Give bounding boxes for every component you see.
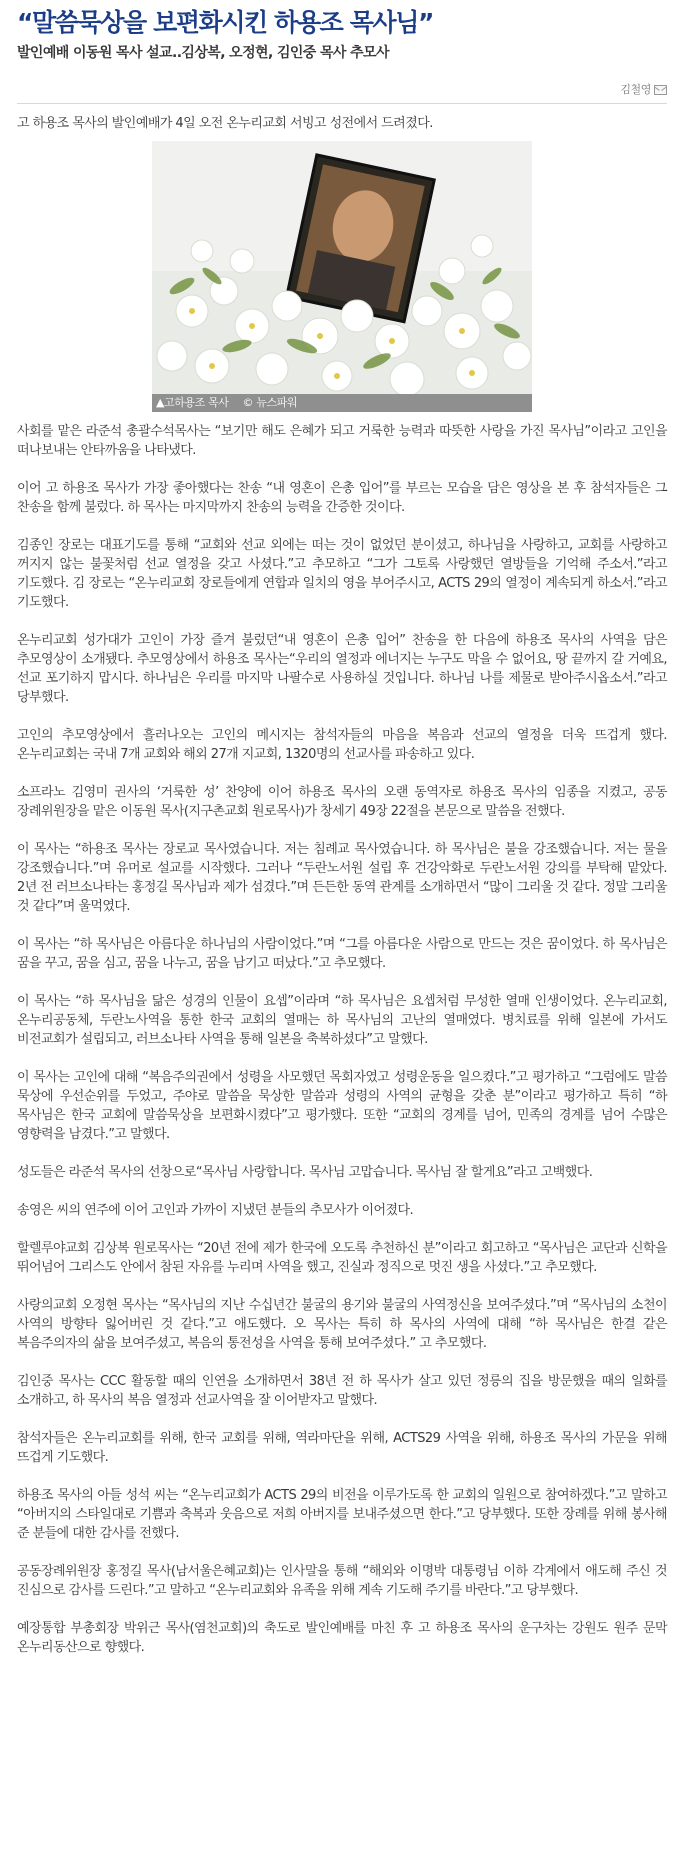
body-paragraph: 이 목사는 “하 목사님은 아름다운 하나님의 사람이었다.”며 “그를 아름다운 사람으로 만드는 것은 꿈이었다. 하 목사님은 꿈을 꾸고, 꿈을 심고, 꿈을 나누고, 꿈을 남기고 떠났다.”고 추모했다. <box>17 937 667 971</box>
lead-paragraph: 고 하용조 목사의 발인예배가 4일 오전 온누리교회 서빙고 성전에서 드려졌다. <box>17 116 433 131</box>
photo-caption <box>152 394 532 412</box>
photo-caption-text: ▲고하용조 목사 <box>156 396 229 409</box>
body-paragraph: 참석자들은 온누리교회를 위해, 한국 교회를 위해, 역라마단을 위해, ACTS29 사역을 위해, 하용조 목사의 가문을 위해 뜨겁게 기도했다. <box>17 1431 667 1465</box>
body-paragraph: 하용조 목사의 아들 성석 씨는 “온누리교회가 ACTS 29의 비전을 이루가도록 한 교회의 일원으로 참여하겠다.”고 말하고 “아버지의 스타일대로 기쁨과 축복과 웃음으로 저희 아버지를 보내주셨으면 한다.”고 당부했다. 또한 장례를 위해 봉사해 준 분들에 대한 감사를 전했다. <box>17 1488 667 1541</box>
body-paragraph: 김종인 장로는 대표기도를 통해 “교회와 선교 외에는 떠는 것이 없었던 분이셨고, 하나님을 사랑하고, 교회를 사랑하고 꺼지지 않는 불꽃처럼 선교 열정을 갖고 사셨다.”고 추모하고 “그가 그토록 사랑했던 열방들을 기억해 주소서.”라고 기도했다. 김 장로는 “온누리교회 장로들에게 연합과 일치의 영을 부어주시고, ACTS 29의 열정이 계속되게 하소서.”라고 기도했다. <box>17 538 667 610</box>
body-paragraph: 할렐루야교회 김상복 원로목사는 “20년 전에 제가 한국에 오도록 추천하신 분”이라고 회고하고 “목사님은 교단과 신학을 뛰어넘어 그리스도 안에서 참된 자유를 누리며 사역을 했고, 진실과 정직으로 멋진 생을 사셨다.”고 추모했다. <box>17 1241 667 1275</box>
article-subtitle: 발인예배 이동원 목사 설교..김상복, 오정현, 김인중 목사 추모사 <box>17 45 389 61</box>
body-paragraph: 성도들은 라준석 목사의 선창으로“목사님 사랑합니다. 목사님 고맙습니다. 목사님 잘 할게요”라고 고백했다. <box>17 1165 593 1180</box>
mail-icon[interactable] <box>654 85 667 95</box>
divider <box>17 103 667 104</box>
author-name[interactable]: 김철영 <box>620 83 651 96</box>
byline <box>17 82 667 98</box>
body-paragraph: 고인의 추모영상에서 흘러나오는 고인의 메시지는 참석자들의 마음을 복음과 선교의 열정을 더욱 뜨겁게 했다. 온누리교회는 국내 7개 교회와 해외 27개 지교회, 1320명의 선교사를 파송하고 있다. <box>17 728 667 762</box>
body-paragraph: 사회를 맡은 라준석 총괄수석목사는 “보기만 해도 은혜가 되고 거룩한 능력과 따뜻한 사랑을 가진 목사님”이라고 고인을 떠나보내는 안타까움을 나타냈다. <box>17 424 667 458</box>
photo-credit: © 뉴스파워 <box>242 396 298 409</box>
body-paragraph: 공동장례위원장 홍정길 목사(남서울은혜교회)는 인사말을 통해 “해외와 이명박 대통령님 이하 각계에서 애도해 주신 것 진심으로 감사를 드린다.”고 말하고 “온누리교회와 유족을 위해 계속 기도해 주기를 바란다.”고 당부했다. <box>17 1564 667 1598</box>
article-body <box>17 422 667 1657</box>
body-paragraph: 온누리교회 성가대가 고인이 가장 즐겨 불렀던“내 영혼이 은총 입어” 찬송을 한 다음에 하용조 목사의 사역을 담은 추모영상이 소개됐다. 추모영상에서 하용조 목사는“우리의 열정과 에너지는 누구도 막을 수 없어요, 땅 끝까지 갈 거예요, 선교 포기하지 맙시다. 하나님은 우리를 마지막 나팔수로 사용하실 것입니다. 하나님 나를 제물로 받아주시옵소서.”라고 당부했다. <box>17 633 667 705</box>
body-paragraph: 송영은 씨의 연주에 이어 고인과 가까이 지냈던 분들의 추모사가 이어졌다. <box>17 1203 414 1218</box>
body-paragraph: 이어 고 하용조 목사가 가장 좋아했다는 찬송 “내 영혼이 은총 입어”를 부르는 모습을 담은 영상을 본 후 참석자들은 그 찬송을 함께 불렀다. 하 목사는 마지막까지 찬송의 능력을 간증한 것이다. <box>17 481 667 515</box>
body-paragraph: 소프라노 김영미 권사의 ‘거룩한 성’ 찬양에 이어 하용조 목사의 오랜 동역자로 하용조 목사의 임종을 지켰고, 공동 장례위원장을 맡은 이동원 목사(지구촌교회 원로목사)가 창세기 49장 22절을 본문으로 말씀을 전했다. <box>17 785 667 819</box>
photo-figure <box>152 141 532 412</box>
funeral-photo <box>152 141 532 394</box>
body-paragraph: 사랑의교회 오정현 목사는 “목사님의 지난 수십년간 불굴의 용기와 불굴의 사역정신을 보여주셨다.”며 “목사님의 소천이 사역의 방향타 잃어버린 것 같다.”고 애도했다. 오 목사는 특히 하 목사의 사역에 대해 “하 목사님은 한결 같은 복음주의자의 삶을 보여주셨고, 복음의 통전성을 사역을 통해 보여주셨다.” 고 추모했다. <box>17 1298 667 1351</box>
body-paragraph: 예장통합 부총회장 박위근 목사(염천교회)의 축도로 발인예배를 마친 후 고 하용조 목사의 운구차는 강원도 원주 문막 온누리동산으로 향했다. <box>17 1621 667 1655</box>
body-paragraph: 이 목사는 “하용조 목사는 장로교 목사였습니다. 저는 침례교 목사였습니다. 하 목사님은 불을 강조했습니다. 저는 물을 강조했습니다.”며 유머로 설교를 시작했다. 그러나 “두란노서원 설립 후 건강악화로 두란노서원 강의를 부탁해 맡았다. 2년 전 러브소나타는 홍정길 목사님과 제가 섬겼다.”며 든든한 동역 관계를 소개하면서 “많이 그리울 것 같다. 정말 그리울 것 같다”며 울먹였다. <box>17 842 667 914</box>
body-paragraph: 김인중 목사는 CCC 활동할 때의 인연을 소개하면서 38년 전 하 목사가 살고 있던 정릉의 집을 방문했을 때의 일화를 소개하고, 하 목사의 복음 열정과 선교사역을 잘 이어받자고 말했다. <box>17 1374 667 1408</box>
body-paragraph: 이 목사는 “하 목사님을 닮은 성경의 인물이 요셉”이라며 “하 목사님은 요셉처럼 무성한 열매 인생이었다. 온누리교회, 온누리공동체, 두란노사역을 통한 한국 교회의 열매는 하 목사님의 고난의 열매였다. 병치료를 위해 일본에 가서도 비전교회가 설립되고, 러브소나타 사역을 통해 일본을 축복하셨다”고 말했다. <box>17 994 667 1047</box>
body-paragraph: 이 목사는 고인에 대해 “복음주의권에서 성령을 사모했던 목회자였고 성령운동을 일으켰다.”고 평가하고 “그럼에도 말씀 묵상에 우선순위를 두었고, 주야로 말씀을 묵상한 말씀과 성령의 사역의 균형을 갖춘 분”이라고 평가하고 특히 “하 목사님은 한국 교회에 말씀묵상을 보편화시켰다”고 평가했다. 또한 “교회의 경계를 넘어, 민족의 경계를 넘어 수많은 영향력을 남겼다.”고 말했다. <box>17 1070 667 1142</box>
article-title: “말씀묵상을 보편화시킨 하용조 목사님” <box>17 8 433 37</box>
